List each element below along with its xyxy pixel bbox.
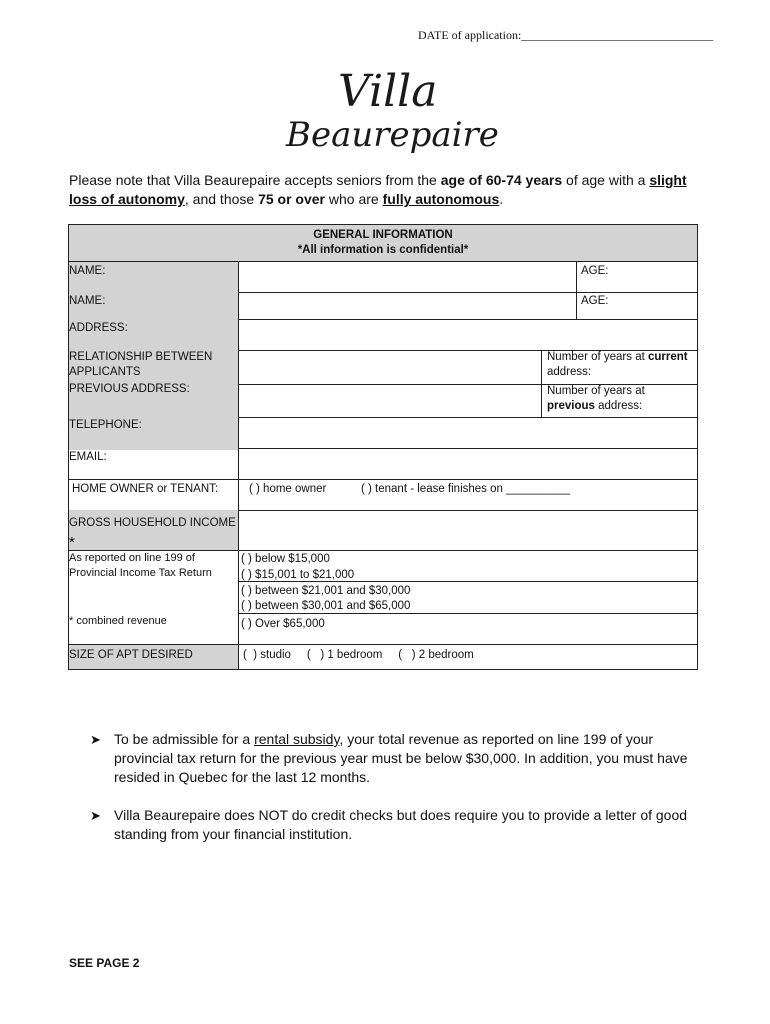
income-input[interactable] — [238, 510, 698, 550]
income-option-4[interactable]: ( ) between $30,001 and $65,000 — [241, 600, 411, 612]
intro-text: who are — [325, 191, 383, 207]
intro-paragraph — [69, 171, 709, 209]
note-rental-subsidy — [90, 730, 705, 787]
date-of-application-field[interactable]: DATE of application:________________________________ — [418, 28, 714, 42]
intro-text: . — [499, 191, 504, 207]
intro-text: Please note that Villa Beaurepaire accepts seniors from the — [69, 172, 441, 188]
years-previous-text: Number of years at — [547, 385, 645, 397]
email-label: EMAIL: — [69, 451, 107, 463]
income-option-5[interactable]: ( ) Over $65,000 — [241, 618, 325, 630]
apt-size-label: SIZE OF APT DESIRED — [69, 649, 193, 661]
previous-address-label: PREVIOUS ADDRESS: — [69, 383, 190, 395]
form-header — [68, 224, 698, 262]
note-text: Villa Beaurepaire does NOT do credit checks but does require you to provide a letter of good standing from your financial institution. — [114, 807, 688, 842]
owner-tenant-label: HOME OWNER or TENANT: — [72, 483, 219, 495]
tenant-option[interactable]: ( ) tenant - lease finishes on __________ — [361, 483, 571, 495]
years-current-text: address: — [547, 366, 592, 378]
villa-beaurepaire-logo — [280, 58, 520, 158]
form-title: GENERAL INFORMATION — [313, 229, 453, 241]
combined-revenue-note: * combined revenue — [69, 615, 167, 627]
name-input-1[interactable] — [238, 262, 576, 292]
bullet-arrow-icon: ➤ — [90, 732, 101, 747]
name-label-2: NAME: — [69, 295, 106, 307]
logo-line2: Beaurepaire — [286, 115, 499, 155]
years-current-text: Number of years at — [547, 351, 648, 363]
email-input[interactable] — [238, 448, 698, 479]
address-label: ADDRESS: — [69, 322, 128, 334]
age-label-2: AGE: — [581, 295, 609, 307]
age-label-1: AGE: — [581, 265, 609, 277]
home-owner-option[interactable]: ( ) home owner — [249, 483, 327, 495]
intro-75-or-over: 75 or over — [258, 191, 326, 207]
telephone-label: TELEPHONE: — [69, 419, 142, 431]
years-previous-label — [546, 382, 696, 416]
years-current-bold: current — [647, 351, 688, 363]
note-credit-checks — [90, 806, 705, 844]
logo-graphic — [280, 58, 520, 158]
intro-age-range: age of 60-74 years — [440, 172, 563, 188]
bullet-arrow-icon: ➤ — [90, 808, 101, 823]
income-option-1[interactable]: ( ) below $15,000 — [241, 553, 330, 565]
relationship-label: RELATIONSHIP BETWEEN APPLICANTS — [69, 351, 213, 378]
address-input[interactable] — [238, 319, 698, 350]
intro-text: of age with a — [562, 172, 650, 188]
intro-slight-loss: slight loss of autonomy — [69, 172, 687, 207]
years-previous-bold: previous — [547, 400, 595, 412]
name-label-1: NAME: — [69, 265, 106, 277]
income-star: * — [69, 534, 75, 551]
years-previous-text: address: — [594, 400, 643, 412]
logo-line1: Villa — [338, 66, 438, 117]
note-text: To be admissible for a — [114, 731, 255, 747]
note-rental-subsidy-term: rental subsidy — [254, 731, 340, 747]
apt-size-options[interactable]: ( ) studio ( ) 1 bedroom ( ) 2 bedroom — [243, 649, 474, 661]
telephone-input[interactable] — [238, 417, 698, 448]
income-note: As reported on line 199 of Provincial Income Tax Return — [69, 552, 212, 579]
name-input-2[interactable] — [238, 292, 576, 319]
income-option-2[interactable]: ( ) $15,001 to $21,000 — [241, 569, 355, 581]
admission-notes — [90, 730, 705, 863]
years-current-label — [546, 348, 696, 382]
intro-fully-autonomous: fully autonomous — [382, 191, 500, 207]
income-label-text: GROSS HOUSEHOLD INCOME — [69, 517, 236, 529]
note-text: , your total revenue as reported on line 199 of your provincial tax return for the previous year must be below $30,000. In addition, you must have resided in Quebec for the last 12 months. — [114, 731, 688, 785]
general-information-form — [68, 224, 698, 670]
income-option-3[interactable]: ( ) between $21,001 and $30,000 — [241, 585, 411, 597]
form-subtitle: *All information is confidential* — [297, 244, 469, 256]
intro-text: , and those — [184, 191, 259, 207]
see-page-2: SEE PAGE 2 — [69, 956, 140, 970]
relationship-input[interactable] — [238, 350, 541, 418]
